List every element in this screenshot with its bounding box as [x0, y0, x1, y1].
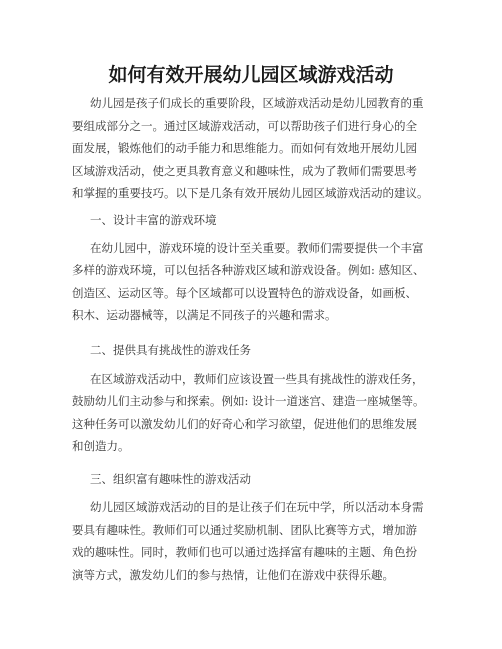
intro-line: 和掌握的重要技巧。以下是几条有效开展幼儿园区域游戏活动的建议。	[72, 186, 429, 200]
body-line: 创造区、运动区等。每个区域都可以设置特色的游戏设备，如画板、	[72, 286, 417, 300]
body-line: 和创造力。	[72, 439, 130, 453]
intro-line: 区域游戏活动，使之更具教育意义和趣味性，成为了教师们需要思考	[72, 164, 417, 178]
page-title: 如何有效开展幼儿园区域游戏活动	[108, 64, 394, 86]
body-line: 在区域游戏活动中，教师们应该设置一些具有挑战性的游戏任务，	[90, 372, 424, 386]
body-line: 演等方式，激发幼儿们的参与热情，让他们在游戏中获得乐趣。	[72, 568, 394, 582]
intro-line: 要组成部分之一。通过区域游戏活动，可以帮助孩子们进行身心的全	[72, 119, 417, 133]
body-line: 幼儿园区域游戏活动的目的是让孩子们在玩中学，所以活动本身需	[90, 500, 424, 514]
section-heading: 二、提供具有挑战性的游戏任务	[90, 343, 251, 357]
body-line: 积木、运动器械等，以满足不同孩子的兴趣和需求。	[72, 308, 337, 322]
intro-line: 面发展，锻炼他们的动手能力和思维能力。而如何有效地开展幼儿园	[72, 141, 417, 155]
body-line: 要具有趣味性。教师们可以通过奖励机制、团队比赛等方式，增加游	[72, 523, 417, 537]
body-line: 多样的游戏环境，可以包括各种游戏区域和游戏设备。例如: 感知区、	[72, 263, 425, 277]
body-line: 这种任务可以激发幼儿们的好奇心和学习欲望，促进他们的思维发展	[72, 417, 417, 431]
body-line: 戏的趣味性。同时，教师们也可以通过选择富有趣味的主题、角色扮	[72, 545, 417, 559]
section-heading: 一、设计丰富的游戏环境	[90, 213, 217, 227]
section-heading: 三、组织富有趣味性的游戏活动	[90, 472, 251, 486]
body-line: 鼓励幼儿们主动参与和探索。例如: 设计一道迷宫、建造一座城堡等。	[72, 394, 425, 408]
intro-line: 幼儿园是孩子们成长的重要阶段，区域游戏活动是幼儿园教育的重	[90, 96, 424, 110]
body-line: 在幼儿园中，游戏环境的设计至关重要。教师们需要提供一个丰富	[90, 241, 424, 255]
